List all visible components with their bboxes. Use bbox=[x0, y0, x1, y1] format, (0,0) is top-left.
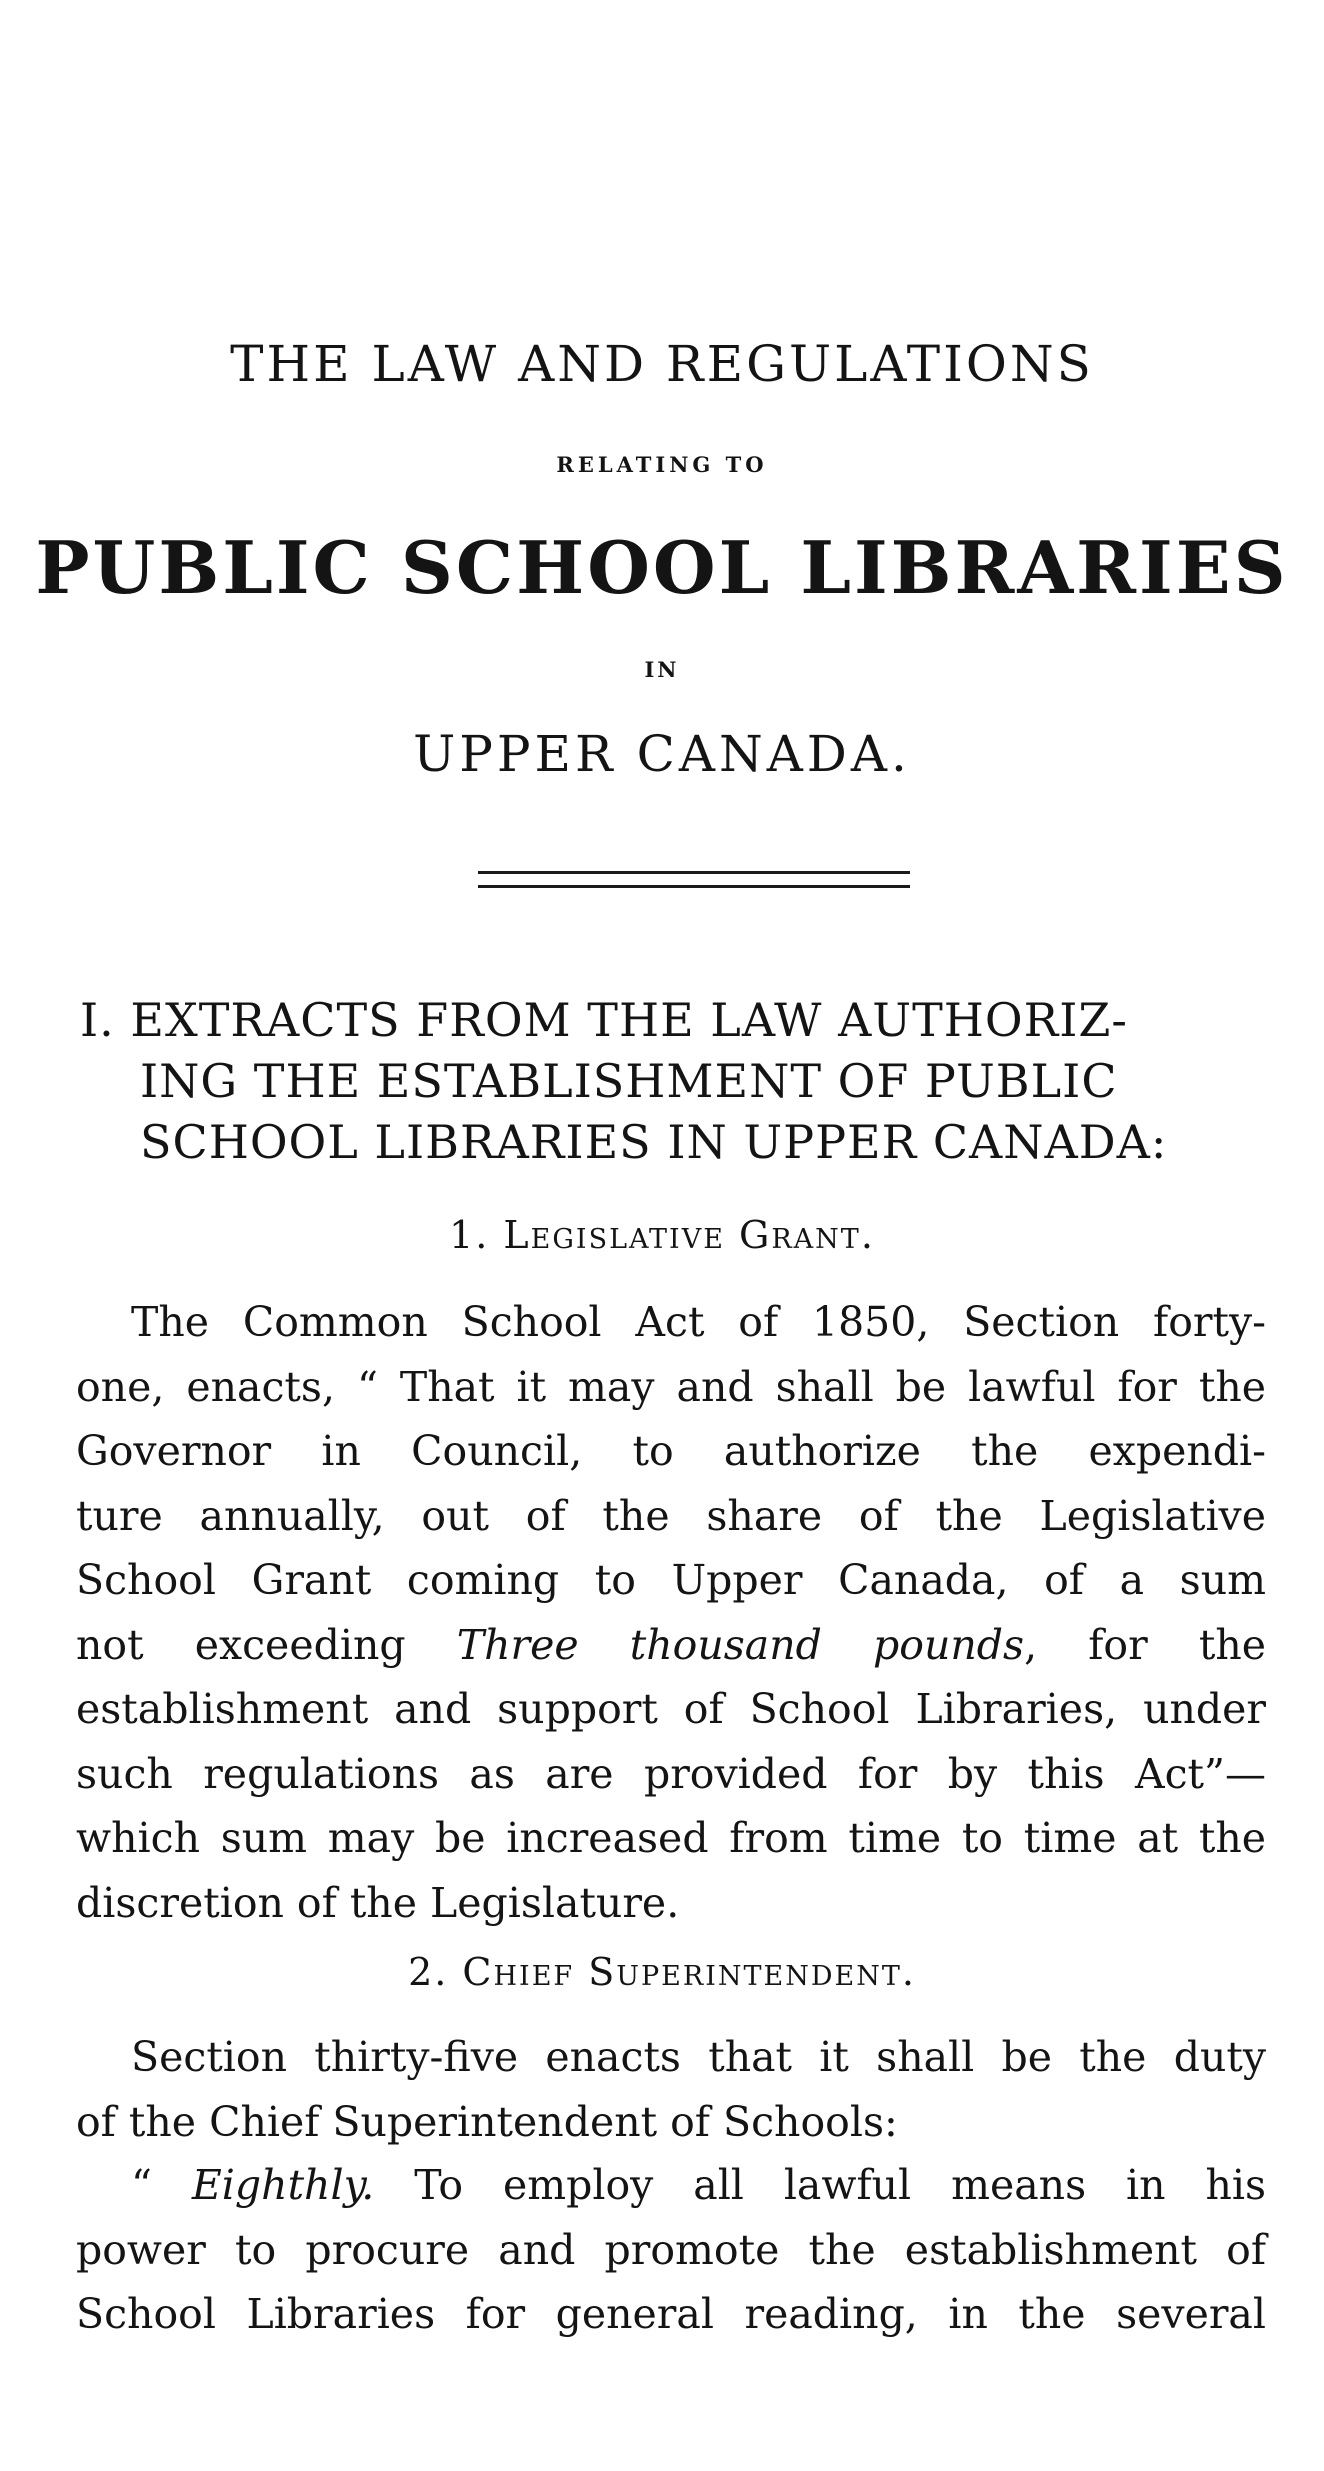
italic-amount: Three thousand pounds bbox=[456, 1620, 1025, 1669]
title-in: IN bbox=[644, 657, 680, 682]
double-rule-top bbox=[478, 871, 910, 874]
paragraph-line: School Grant coming to Upper Canada, of a sum bbox=[76, 1556, 1266, 1604]
text-run: not exceeding bbox=[76, 1620, 457, 1669]
text-run: To employ all lawful means in his bbox=[374, 2161, 1266, 2209]
section-heading-line: SCHOOL LIBRARIES IN UPPER CANADA: bbox=[140, 1115, 1168, 1169]
paragraph-line: one, enacts, “ That it may and shall be lawful for the bbox=[76, 1362, 1266, 1411]
subsection-heading-legislative-grant: 1. Legislative Grant. bbox=[449, 1213, 875, 1257]
paragraph-line: power to procure and promote the establishment of bbox=[76, 2225, 1266, 2274]
paragraph-line: such regulations as are provided for by this Act”— bbox=[76, 1749, 1266, 1798]
paragraph-chief-superintendent bbox=[76, 2025, 1266, 2154]
paragraph-line bbox=[76, 1613, 1266, 1678]
subsection-heading-chief-superintendent: 2. Chief Superintendent. bbox=[408, 1950, 916, 1994]
paragraph-line bbox=[76, 2153, 1266, 2218]
paragraph-line: Section thirty-five enacts that it shall be the duty bbox=[131, 2033, 1266, 2081]
section-heading-line: I. EXTRACTS FROM THE LAW AUTHORIZ- bbox=[80, 993, 1128, 1047]
paragraph-line: The Common School Act of 1850, Section forty- bbox=[131, 1298, 1266, 1346]
text-run: , for the bbox=[1024, 1620, 1266, 1669]
italic-ordinal: Eighthly. bbox=[191, 2161, 375, 2209]
paragraph-quote-eighthly bbox=[76, 2153, 1266, 2347]
paragraph-line: which sum may be increased from time to time at the bbox=[76, 1814, 1266, 1862]
text-run: “ bbox=[131, 2161, 192, 2209]
paragraph-line: of the Chief Superintendent of Schools: bbox=[76, 2097, 898, 2146]
main-title: PUBLIC SCHOOL LIBRARIES bbox=[35, 525, 1289, 610]
section-heading-line: ING THE ESTABLISHMENT OF PUBLIC bbox=[140, 1054, 1118, 1108]
section-heading bbox=[80, 990, 1280, 1173]
paragraph-line: ture annually, out of the share of the Legislative bbox=[76, 1491, 1266, 1540]
title-place: UPPER CANADA. bbox=[413, 725, 911, 783]
paragraph-line: establishment and support of School Libraries, under bbox=[76, 1685, 1266, 1733]
paragraph-line: School Libraries for general reading, in the several bbox=[76, 2290, 1266, 2338]
paragraph-line: discretion of the Legislature. bbox=[76, 1878, 680, 1927]
title-relating-to: RELATING TO bbox=[556, 452, 768, 477]
paragraph-legislative-grant bbox=[76, 1290, 1266, 1935]
paragraph-line: Governor in Council, to authorize the expendi- bbox=[76, 1427, 1266, 1475]
title-line: THE LAW AND REGULATIONS bbox=[230, 335, 1094, 393]
double-rule-bottom bbox=[478, 885, 910, 888]
